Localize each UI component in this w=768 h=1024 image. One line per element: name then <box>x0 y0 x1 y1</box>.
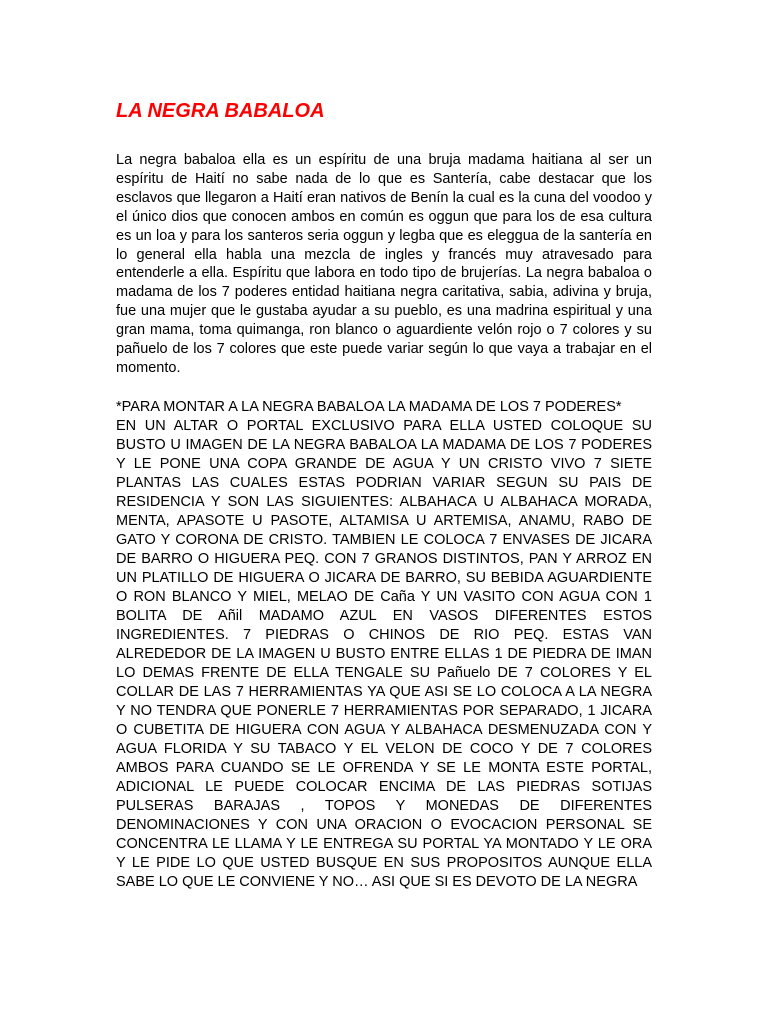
instructions-body: EN UN ALTAR O PORTAL EXCLUSIVO PARA ELLA USTED COLOQUE SU BUSTO U IMAGEN DE LA NEGRA BABALOA LA MADAMA DE LOS 7 PODERES Y LE PONE UNA COPA GRANDE DE AGUA Y UN CRISTO VIVO 7 SIETE PLANTAS LAS CUALES ESTAS PODRIAN VARIAR SEGUN SU PAIS DE RESIDENCIA Y SON LAS SIGUIENTES: ALBAHACA U ALBAHACA MORADA, MENTA, APASOTE U PASOTE, ALTAMISA U ARTEMISA, ANAMU, RABO DE GATO Y CORONA DE CRISTO. TAMBIEN LE COLOCA 7 ENVASES DE JICARA DE BARRO O HIGUERA PEQ. CON 7 GRANOS DISTINTOS, PAN Y ARROZ EN UN PLATILLO DE HIGUERA O JICARA DE BARRO, SU BEBIDA AGUARDIENTE O RON BLANCO Y MIEL, MELAO DE Caña Y UN VASITO CON AGUA CON 1 BOLITA DE Añil MADAMO AZUL EN VASOS DIFERENTES ESTOS INGREDIENTES. 7 PIEDRAS O CHINOS DE RIO PEQ. ESTAS VAN ALREDEDOR DE LA IMAGEN U BUSTO ENTRE ELLAS 1 DE PIEDRA DE IMAN LO DEMAS FRENTE DE ELLA TENGALE SU Pañuelo DE 7 COLORES Y EL COLLAR DE LAS 7 HERRAMIENTAS YA QUE ASI SE LO COLOCA A LA NEGRA Y NO TENDRA QUE PONERLE 7 HERRAMIENTAS POR SEPARADO, 1 JICARA O CUBETITA DE HIGUERA CON AGUA Y ALBAHACA DESMENUZADA CON Y AGUA FLORIDA Y SU TABACO Y EL VELON DE COCO Y DE 7 COLORES AMBOS PARA CUANDO SE LE OFRENDA Y SE LE MONTA ESTE PORTAL, ADICIONAL LE PUEDE COLOCAR ENCIMA DE LAS PIEDRAS SOTIJAS PULSERAS BARAJAS , TOPOS Y MONEDAS DE DIFERENTES DENOMINACIONES Y CON UNA ORACION O EVOCACION PERSONAL SE CONCENTRA LE LLAMA Y LE ENTREGA SU PORTAL YA MONTADO Y LE ORA Y LE PIDE LO QUE USTED BUSQUE EN SUS PROPOSITOS AUNQUE ELLA SABE LO QUE LE CONVIENE Y NO… ASI QUE SI ES DEVOTO DE LA NEGRA <box>116 418 652 890</box>
document-title: LA NEGRA BABALOA <box>116 100 325 122</box>
instructions-paragraph <box>116 398 652 930</box>
instructions-heading: *PARA MONTAR A LA NEGRA BABALOA LA MADAMA DE LOS 7 PODERES* <box>116 399 622 415</box>
intro-paragraph: La negra babaloa ella es un espíritu de una bruja madama haitiana al ser un espíritu de Haití no sabe nada de lo que es Santería, cabe destacar que los esclavos que llegaron a Haití eran nativos de Benín la cual es la cuna del voodoo y el único dios que conocen ambos en común es oggun que para los de esa cultura es un loa y para los santeros seria oggun y legba que es eleggua de la santería en lo general ella habla una mezcla de ingles y francés muy atravesado para entenderle a ella. Espíritu que labora en todo tipo de brujerías. La negra babaloa o madama de los 7 poderes entidad haitiana negra caritativa, sabia, adivina y bruja, fue una mujer que le gustaba ayudar a su pueblo, es una madrina espiritual y una gran mama, toma quimanga, ron blanco o aguardiente velón rojo o 7 colores y su pañuelo de los 7 colores que este puede variar según lo que vaya a trabajar en el momento. <box>116 152 652 376</box>
